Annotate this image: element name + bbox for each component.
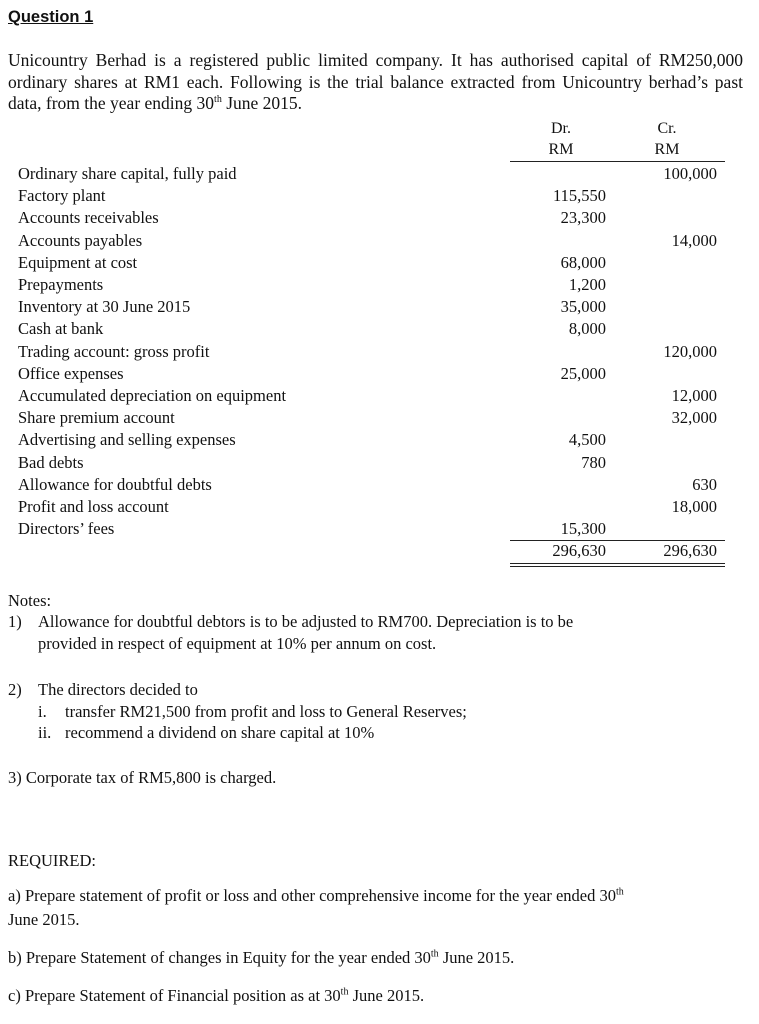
- cr-column-header: [637, 118, 697, 160]
- note-2-text: The directors decided to: [38, 680, 198, 699]
- table-row: [18, 318, 728, 340]
- table-row: [18, 474, 728, 496]
- table-row: [18, 452, 728, 474]
- account-label: Allowance for doubtful debts: [18, 474, 212, 494]
- account-label: Profit and loss account: [18, 497, 169, 516]
- total-cr: 296,630: [663, 541, 717, 560]
- account-label: Advertising and selling expenses: [18, 430, 236, 450]
- note-2: [8, 679, 198, 700]
- account-label: Prepayments: [18, 275, 104, 294]
- account-label: Accounts payables: [18, 230, 143, 250]
- required-b-text: b) Prepare Statement of changes in Equity for the year ended 30: [8, 948, 431, 967]
- note-2-ii: [38, 722, 375, 743]
- note-3: 3) Corporate tax of RM5,800 is charged.: [8, 768, 277, 787]
- required-title: REQUIRED:: [8, 851, 96, 870]
- notes-title: Notes:: [8, 591, 52, 610]
- debit-amount: 780: [581, 452, 606, 472]
- table-row: [18, 207, 728, 229]
- total-bottom-rule-2: [510, 566, 725, 567]
- required-a-sup: th: [616, 886, 624, 898]
- note-1-line2: provided in respect of equipment at 10% per annum on cost.: [38, 634, 437, 653]
- credit-amount: 32,000: [671, 408, 717, 428]
- credit-amount: 18,000: [671, 497, 717, 516]
- table-row: [18, 185, 728, 207]
- required-c-sup: th: [340, 986, 349, 998]
- table-row: [18, 385, 728, 407]
- total-dr: 296,630: [552, 541, 606, 560]
- required-b-sup: th: [430, 948, 439, 960]
- credit-amount: 120,000: [663, 341, 717, 361]
- dr-label: Dr.: [551, 120, 571, 137]
- question-title: Question 1: [8, 8, 94, 26]
- account-label: Directors’ fees: [18, 519, 115, 539]
- required-c-text: c) Prepare Statement of Financial position as at 30: [8, 986, 341, 1005]
- table-row: [18, 274, 728, 296]
- required-c: [8, 984, 748, 1008]
- note-1: [8, 611, 574, 632]
- account-label: Cash at bank: [18, 319, 104, 339]
- table-row: [18, 429, 728, 451]
- table-row: [18, 407, 728, 429]
- table-row: [18, 163, 728, 185]
- totals-row: [18, 540, 728, 562]
- account-label: Accounts receivables: [18, 208, 159, 228]
- header-rule: [510, 161, 725, 162]
- table-row: [18, 496, 728, 518]
- table-row: [18, 363, 728, 385]
- account-label: Office expenses: [18, 363, 124, 383]
- account-label: Bad debts: [18, 452, 84, 472]
- account-label: Inventory at 30 June 2015: [18, 297, 191, 317]
- dr-column-header: [531, 118, 591, 160]
- debit-amount: 68,000: [560, 252, 606, 272]
- note-1-num: 1): [8, 612, 22, 631]
- credit-amount: 630: [692, 474, 717, 494]
- credit-amount: 14,000: [671, 230, 717, 250]
- note-2-i-text: transfer RM21,500 from profit and loss to General Reserves;: [65, 702, 467, 721]
- credit-amount: 12,000: [671, 386, 717, 405]
- debit-amount: 23,300: [560, 208, 606, 228]
- intro-text: Unicountry Berhad is a registered public limited company. It has authorised capital of RM250,000 ordinary shares at RM1 each. Following is the trial balance extracted from Unicountry berhad’s past data, from the year ending 30: [8, 50, 743, 113]
- debit-amount: 8,000: [568, 319, 606, 339]
- credit-amount: 100,000: [663, 164, 717, 183]
- required-b: [8, 946, 748, 970]
- note-1-line1: Allowance for doubtful debtors is to be adjusted to RM700. Depreciation is to be: [38, 612, 574, 631]
- account-label: Factory plant: [18, 186, 106, 206]
- cr-currency: RM: [654, 141, 680, 158]
- debit-amount: 15,300: [560, 519, 606, 539]
- required-a-text: a) Prepare statement of profit or loss and other comprehensive income for the year ended 30: [8, 886, 616, 905]
- note-2-i-num: i.: [38, 702, 47, 721]
- account-label: Ordinary share capital, fully paid: [18, 164, 237, 183]
- intro-sup: th: [214, 94, 222, 106]
- cr-label: Cr.: [657, 120, 677, 137]
- table-row: [18, 518, 728, 540]
- debit-amount: 35,000: [560, 297, 606, 317]
- account-label: Accumulated depreciation on equipment: [18, 386, 287, 405]
- debit-amount: 25,000: [560, 363, 606, 383]
- note-2-i: [38, 701, 467, 722]
- required-a-end: June 2015.: [8, 910, 80, 929]
- debit-amount: 1,200: [568, 275, 606, 294]
- note-2-num: 2): [8, 680, 22, 699]
- account-label: Trading account: gross profit: [18, 341, 210, 361]
- dr-currency: RM: [548, 141, 574, 158]
- account-label: Share premium account: [18, 408, 175, 428]
- intro-text-end: June 2015.: [221, 93, 303, 113]
- table-row: [18, 341, 728, 363]
- debit-amount: 4,500: [568, 430, 606, 450]
- account-label: Equipment at cost: [18, 252, 138, 272]
- debit-amount: 115,550: [552, 186, 606, 206]
- note-2-ii-num: ii.: [38, 723, 52, 742]
- required-a: [8, 884, 748, 932]
- table-row: [18, 230, 728, 252]
- table-row: [18, 252, 728, 274]
- table-row: [18, 296, 728, 318]
- required-b-end: June 2015.: [438, 948, 515, 967]
- required-c-end: June 2015.: [348, 986, 425, 1005]
- intro-paragraph: [8, 50, 743, 115]
- total-bottom-rule-1: [510, 563, 725, 564]
- note-2-ii-text: recommend a dividend on share capital at 10%: [65, 723, 375, 742]
